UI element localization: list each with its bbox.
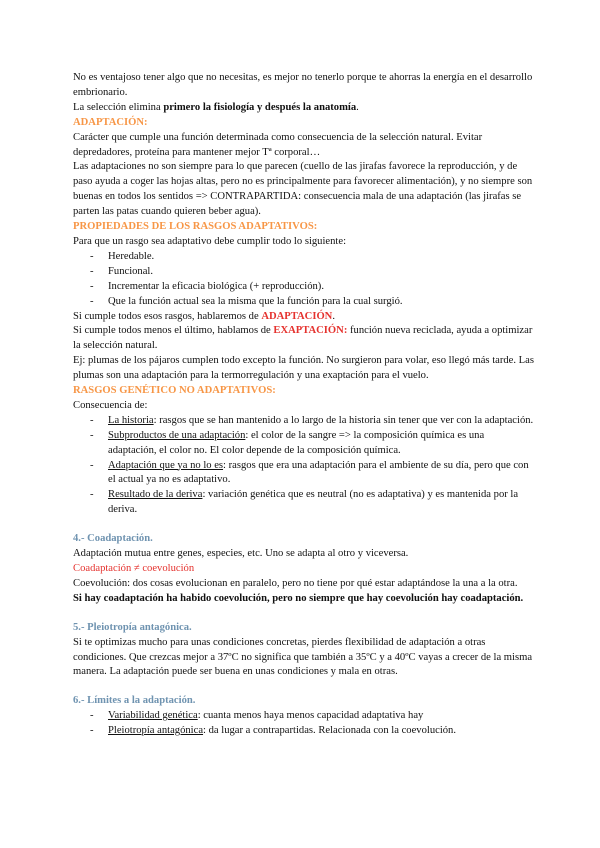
seleccion-paragraph — [73, 101, 535, 116]
list-item — [73, 280, 535, 295]
conclusion-end: . — [332, 310, 335, 322]
bullet-dash: - — [90, 414, 94, 426]
spacer — [73, 607, 535, 614]
coadaptacion-definition: Adaptación mutua entre genes, especies, etc. Uno se adapta al otro y viceversa. — [73, 548, 409, 560]
list-item-term: Pleiotropía antagónica — [108, 725, 204, 737]
list-item-term: Variabilidad genética — [108, 710, 198, 722]
bullet-dash: - — [90, 280, 94, 292]
adaptacion-term: ADAPTACIÓN — [261, 310, 333, 322]
adaptacion-heading: ADAPTACIÓN: — [73, 116, 148, 128]
list-item — [73, 709, 535, 724]
exaptacion-definition: función nueva reciclada, ayuda a optimizar la selección natural. — [73, 325, 533, 352]
list-item-text: Que la función actual sea la misma que la función para la cual surgió. — [108, 295, 403, 307]
adaptacion-definition: Carácter que cumple una función determinada como consecuencia de la selección natural. Evitar depredadores, proteína para mantener mejor Tª corporal… — [73, 131, 483, 158]
adaptacion-contrapartida: Las adaptaciones no son siempre para lo que parecen (cuello de las jirafas favorece la reproducción, y de paso ayuda a coger las hojas altas, pero no es principalmente para favorecer alimentación), y no siempre son buenas en todos los sentidos => CONTRAPARTIDA: consecuencia mala de una adaptación (las jirafas se parten las patas cuando quieren beber agua). — [73, 161, 533, 218]
coadaptacion-vs-coevolucion: Coadaptación ≠ coevolución — [73, 563, 195, 574]
exaptacion-conclusion — [73, 324, 535, 354]
list-item-text: : variación genética que es neutral (no es adaptativa) y es mantenida por la deriva. — [108, 489, 519, 516]
list-item-text: : cuanta menos haya menos capacidad adaptativa hay — [197, 710, 424, 722]
coadaptacion-heading: 4.- Coadaptación. — [73, 533, 153, 545]
seleccion-text: La selección elimina — [73, 101, 164, 113]
bullet-dash: - — [90, 710, 94, 722]
conclusion-text: Si cumple todos esos rasgos, hablaremos de — [73, 310, 262, 322]
no-adaptativos-intro: Consecuencia de: — [73, 399, 148, 411]
list-item-text: : rasgos que era una adaptación para el ambiente de su día, pero que con el actual ya no es adaptativo. — [108, 459, 529, 486]
limites-heading: 6.- Límites a la adaptación. — [73, 695, 196, 707]
list-item-text: : da lugar a contrapartidas. Relacionada con la coevolución. — [203, 725, 456, 737]
list-item — [73, 488, 535, 518]
spacer — [73, 680, 535, 687]
list-item-text: Incrementar la eficacia biológica (+ reproducción). — [108, 280, 324, 292]
list-item-text: Funcional. — [108, 265, 154, 277]
list-item — [73, 414, 535, 429]
propiedades-heading: PROPIEDADES DE LOS RASGOS ADAPTATIVOS: — [73, 221, 318, 233]
list-item-term: Resultado de la deriva — [108, 489, 203, 501]
document-content — [73, 71, 535, 739]
propiedades-intro: Para que un rasgo sea adaptativo debe cumplir todo lo siguiente: — [73, 235, 347, 247]
no-adaptativos-list — [73, 414, 535, 518]
list-item — [73, 295, 535, 310]
coevolucion-definition: Coevolución: dos cosas evolucionan en paralelo, pero no tiene por qué estar adaptándose la una a la otra. — [73, 577, 518, 589]
intro-paragraph: No es ventajoso tener algo que no necesitas, es mejor no tenerlo porque te ahorras la energía en el desarrollo embrionario. — [73, 72, 533, 98]
bullet-dash: - — [90, 725, 94, 737]
list-item-text: : rasgos que se han mantenido a lo largo de la historia sin tener que ver con la adaptación. — [153, 414, 534, 426]
bullet-dash: - — [90, 295, 94, 307]
exaptacion-text: Si cumple todos menos el último, hablamos de — [73, 325, 274, 337]
list-item — [73, 724, 535, 739]
adaptacion-conclusion — [73, 310, 535, 325]
coadaptacion-rule — [73, 592, 535, 607]
bullet-dash: - — [90, 429, 94, 441]
list-item-text: : el color de la sangre => la composición química es una adaptación, el color no. El color depende de la composición química. — [108, 429, 485, 456]
plumas-example: Ej: plumas de los pájaros cumplen todo excepto la función. No surgieron para volar, eso llegó más tarde. Las plumas son una adaptación para la termorregulación y una exaptación para el vuelo. — [73, 355, 534, 382]
bullet-dash: - — [90, 459, 94, 471]
bullet-dash: - — [90, 265, 94, 277]
coadaptacion-rule-bold: Si hay coadaptación ha habido coevolución, pero no siempre que hay coevolución hay coadaptación. — [73, 592, 524, 604]
list-item — [73, 250, 535, 265]
pleiotropia-heading: 5.- Pleiotropía antagónica. — [73, 621, 192, 633]
bullet-dash: - — [90, 250, 94, 262]
limites-list — [73, 709, 535, 739]
list-item-term: Adaptación que ya no lo es — [108, 459, 224, 471]
list-item — [73, 459, 535, 489]
spacer — [73, 518, 535, 525]
list-item-term: Subproductos de una adaptación — [108, 429, 246, 441]
bullet-dash: - — [90, 489, 94, 501]
no-adaptativos-heading: RASGOS GENÉTICO NO ADAPTATIVOS: — [73, 385, 276, 397]
seleccion-end: . — [356, 101, 359, 113]
list-item-text: Heredable. — [108, 250, 155, 262]
list-item-term: La historia — [108, 414, 154, 426]
propiedades-list — [73, 250, 535, 310]
pleiotropia-paragraph: Si te optimizas mucho para unas condiciones concretas, pierdes flexibilidad de adaptación a otras condiciones. Que crezcas mejor a 37ºC no significa que también a 35ºC y a 40ºC vayas a crecer de la misma manera. La adaptación puede ser buena en unas condiciones y mala en otras. — [73, 636, 533, 678]
seleccion-bold: primero la fisiología y después la anatomía — [163, 101, 357, 113]
exaptacion-term: EXAPTACIÓN: — [273, 325, 348, 337]
list-item — [73, 429, 535, 459]
list-item — [73, 265, 535, 280]
